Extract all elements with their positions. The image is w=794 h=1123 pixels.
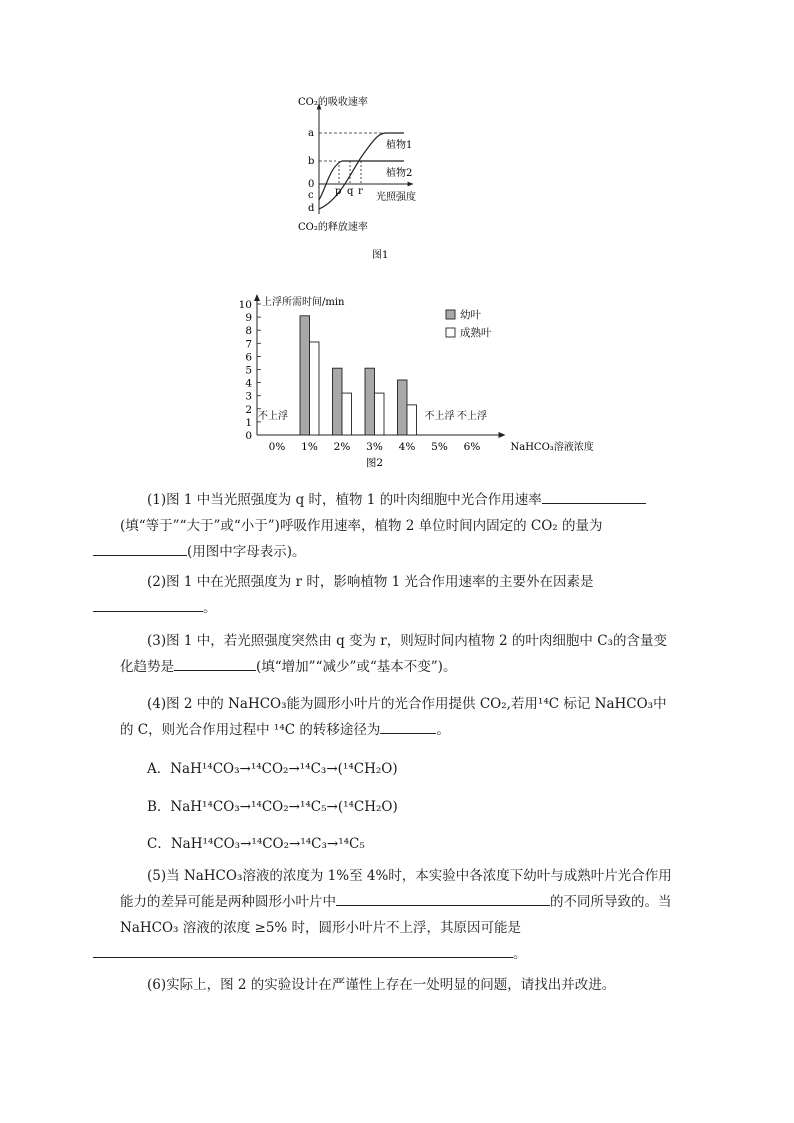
q5-blank-1[interactable]	[336, 890, 550, 906]
fig2-y-tick-label: 10	[238, 299, 252, 311]
fig1-y-bottom-label: CO₂的释放速率	[298, 222, 368, 233]
q1-blank-1[interactable]	[542, 488, 646, 504]
fig2-x-tick-label: 4%	[398, 441, 416, 453]
fig2-bar-mature	[407, 405, 417, 435]
fig2-x-arrow	[499, 432, 506, 438]
q2-blank[interactable]	[93, 596, 203, 612]
fig2-annotation-not-float: 不上浮	[258, 411, 288, 422]
option-a[interactable]: A．NaH¹⁴CO₃→¹⁴CO₂→¹⁴C₃→(¹⁴CH₂O)	[147, 761, 398, 777]
q2-text-b: 。	[203, 600, 217, 616]
fig1-tick-r: r	[358, 186, 363, 197]
q1-blank-2[interactable]	[93, 540, 187, 556]
fig2-caption: 图2	[365, 457, 384, 469]
option-c[interactable]: C．NaH¹⁴CO₃→¹⁴CO₂→¹⁴C₃→¹⁴C₅	[147, 836, 365, 852]
fig2-bar-mature	[375, 393, 385, 435]
fig2-x-tick-label: 5%	[431, 441, 448, 453]
q1-text-c: (用图中字母表示)。	[187, 544, 306, 560]
fig2-y-tick-label: 0	[245, 430, 252, 442]
fig2-y-tick-label: 2	[245, 403, 252, 416]
q4-text-b: 。	[436, 722, 450, 738]
fig2-x-tick-label: 6%	[463, 441, 481, 453]
fig1-tick-b: b	[308, 156, 315, 167]
q1-text-b: (填“等于”“大于”或“小于”)呼吸作用速率，植物 2 单位时间内固定的 CO₂ 的量为	[120, 518, 603, 534]
fig1-tick-c: c	[308, 190, 314, 201]
q4-blank[interactable]	[380, 718, 436, 734]
fig2-y-tick-label: 9	[245, 312, 252, 325]
q2-text-a: (2)图 1 中在光照强度为 r 时，影响植物 1 光合作用速率的主要外在因素是	[147, 574, 594, 590]
question-3	[120, 628, 676, 680]
fig1-tick-d: d	[308, 203, 315, 214]
q5-blank-2[interactable]	[93, 942, 513, 958]
fig2-legend-label: 幼叶	[460, 309, 481, 321]
q5-text-b: 的不同所导致的。当 NaHCO₃ 溶液的浓度 ≥5% 时，圆形小叶片不上浮，其原因可能是	[120, 894, 672, 936]
fig2-y-tick-label: 3	[245, 390, 252, 403]
figure-2-bar-chart	[230, 290, 600, 475]
fig2-y-tick-label: 4	[245, 377, 252, 390]
fig2-bar-young	[333, 368, 343, 435]
fig2-x-tick-label: 0%	[268, 441, 286, 453]
fig2-bar-young	[300, 316, 310, 435]
question-4	[120, 691, 676, 743]
fig2-annotation-not-float: 不上浮	[457, 411, 487, 422]
plant-2-label: 植物2	[386, 168, 413, 179]
fig2-y-arrow	[254, 294, 260, 301]
plant-1-label: 植物1	[386, 140, 413, 151]
fig1-tick-0: 0	[308, 179, 315, 190]
option-b[interactable]: B．NaH¹⁴CO₃→¹⁴CO₂→¹⁴C₅→(¹⁴CH₂O)	[147, 799, 398, 815]
fig2-legend-swatch	[446, 328, 455, 337]
q3-blank[interactable]	[174, 655, 256, 671]
fig1-tick-q: q	[347, 186, 354, 197]
fig2-annotation-not-float: 不上浮	[424, 411, 455, 422]
fig1-x-label: 光照强度	[376, 192, 416, 203]
q1-text-a: (1)图 1 中当光照强度为 q 时，植物 1 的叶肉细胞中光合作用速率	[147, 492, 542, 508]
fig1-tick-a: a	[308, 128, 314, 139]
q3-text-a: (3)图 1 中，若光照强度突然由 q 变为 r，则短时间内植物 2 的叶肉细胞中 C₃的含量变化趋势是	[120, 633, 667, 675]
fig2-bar-mature	[310, 342, 320, 435]
fig2-bar-young	[365, 368, 375, 435]
fig2-y-tick-label: 8	[245, 325, 252, 338]
q5-text-c: 。	[513, 946, 527, 962]
question-6: (6)实际上，图 2 的实验设计在严谨性上存在一处明显的问题，请找出并改进。	[147, 977, 616, 993]
figure-1	[290, 90, 450, 265]
q5-text-a: (5)当 NaHCO₃溶液的浓度为 1%至 4%时，本实验中各浓度下幼叶与成熟叶片光合作用能力的差异可能是两种圆形小叶片中	[120, 868, 672, 910]
fig1-y-top-label: CO₂的吸收速率	[298, 97, 368, 108]
fig2-legend-label: 成熟叶	[460, 327, 492, 339]
question-1	[120, 487, 676, 565]
fig2-y-tick-label: 7	[245, 338, 252, 351]
fig2-legend-swatch	[446, 310, 455, 319]
fig2-x-tick-label: 2%	[333, 441, 351, 453]
fig2-bar-mature	[342, 393, 352, 435]
q3-text-b: (填“增加”“减少”或“基本不变”)。	[256, 659, 457, 675]
fig2-y-tick-label: 5	[245, 364, 252, 377]
fig2-bar-young	[398, 380, 408, 435]
fig1-tick-p: p	[335, 186, 342, 197]
fig2-y-label: 上浮所需时间/min	[262, 297, 345, 308]
question-5	[120, 863, 676, 967]
fig2-x-tick-label: 3%	[366, 441, 383, 453]
fig2-x-label: NaHCO₃溶液浓度	[510, 442, 594, 453]
q4-text-a: (4)图 2 中的 NaHCO₃能为圆形小叶片的光合作用提供 CO₂,若用¹⁴C 标记 NaHCO₃中的 C，则光合作用过程中 ¹⁴C 的转移途径为	[120, 696, 667, 738]
question-2	[120, 569, 676, 621]
fig2-y-tick-label: 6	[245, 351, 252, 364]
fig1-caption: 图1	[372, 250, 389, 261]
fig2-x-tick-label: 1%	[301, 441, 318, 453]
fig2-y-tick-label: 1	[245, 416, 252, 429]
